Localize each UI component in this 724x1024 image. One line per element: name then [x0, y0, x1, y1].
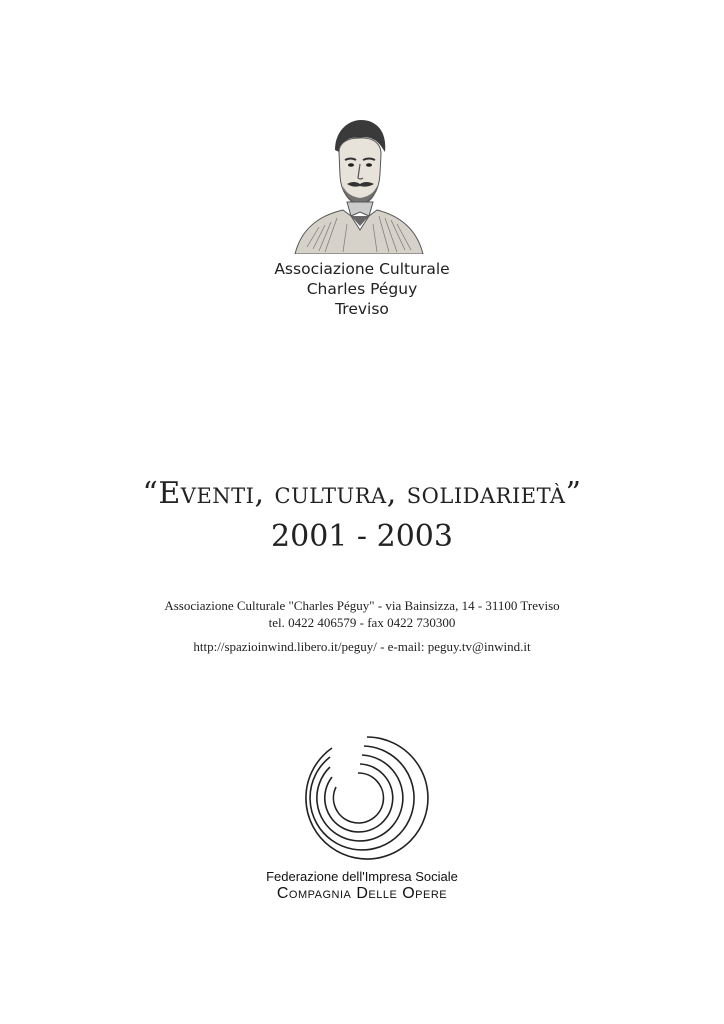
- phone-fax-line: tel. 0422 406579 - fax 0422 730300: [268, 615, 456, 630]
- concentric-circles-logo-icon: [302, 733, 432, 863]
- web-email-line: http://spazioinwind.libero.it/peguy/ - e-mail: peguy.tv@inwind.it: [193, 639, 531, 654]
- association-line-1: Associazione Culturale: [274, 260, 450, 278]
- federation-line-1: Federazione dell'Impresa Sociale: [266, 869, 458, 884]
- association-line-3: Treviso: [335, 300, 389, 318]
- contact-block: [0, 597, 724, 631]
- portrait-sketch-icon: [287, 112, 429, 254]
- years-range: 2001 - 2003: [271, 519, 453, 554]
- association-name-block: [0, 259, 724, 319]
- page-title: “Eventi, cultura, solidarietà”: [142, 476, 582, 511]
- federation-line-2: Compagnia Delle Opere: [276, 885, 448, 902]
- address-line: Associazione Culturale "Charles Péguy" - via Bainsizza, 14 - 31100 Treviso: [164, 598, 560, 613]
- association-line-2: Charles Péguy: [306, 280, 418, 298]
